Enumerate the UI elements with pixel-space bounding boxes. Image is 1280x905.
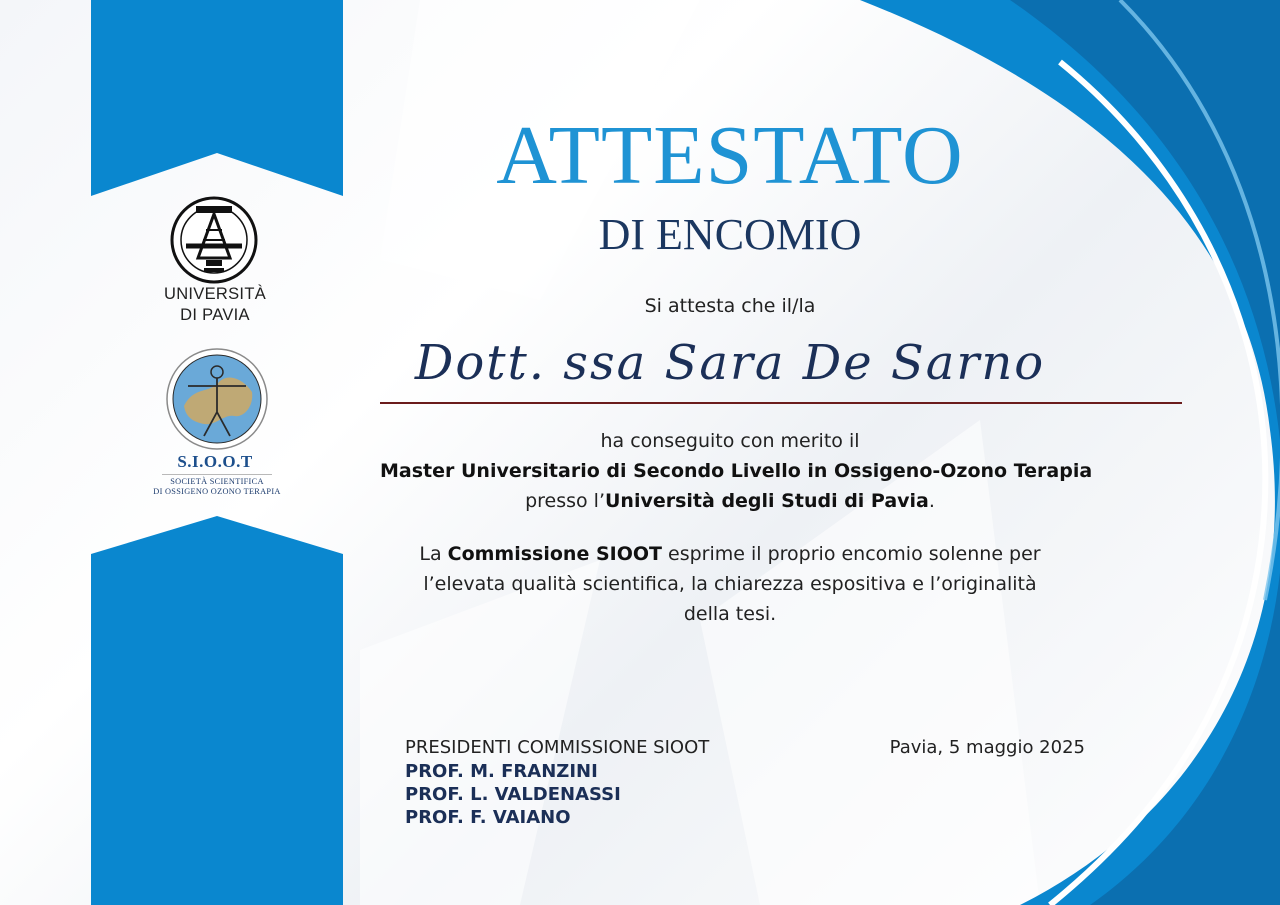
master-title [380,456,1093,486]
commendation-line2: l’elevata qualità scientifica, la chiarezza espositiva e l’originalità [423,573,1037,595]
sioot-subtitle [140,477,294,496]
university-name-line2: DI PAVIA [180,306,250,324]
university-seal-icon [168,194,260,286]
sioot-logo-icon [164,346,270,452]
commendation-paragraph [380,539,1080,629]
sioot-divider [162,474,272,475]
commendation-line1 [380,539,1080,569]
achievement-line1: ha conseguito con merito il [600,430,860,452]
certificate-intro: Si attesta che il/la [644,295,816,317]
commendation-line3: della tesi. [683,603,777,625]
commission-name: Commissione SIOOT [447,543,662,565]
president-name: PROF. L. VALDENASSI [405,784,621,805]
university-name [150,284,280,326]
certificate-title: ATTESTATO [496,109,964,202]
certificate-subtitle: DI ENCOMIO [598,210,862,259]
recipient-name: Dott. ssa Sara De Sarno [414,335,1046,391]
master-title-text: Master Universitario di Secondo Livello in Ossigeno-Ozono Terapia [380,460,1093,482]
commendation-prefix: La [419,543,448,565]
achievement-line3-suffix: . [928,490,935,512]
sioot-subtitle-line2: DI OSSIGENO OZONO TERAPIA [153,486,281,496]
achievement-line3-prefix: presso l’ [525,490,605,512]
presidents-block [405,736,825,829]
recipient-underline [380,402,1182,404]
achievement-paragraph [380,426,1093,516]
university-name-line1: UNIVERSITÀ [163,285,267,303]
sioot-subtitle-line1: SOCIETÀ SCIENTIFICA [170,477,264,486]
sioot-name: S.I.O.O.T [177,452,253,471]
president-name: PROF. M. FRANZINI [405,761,598,782]
presidents-label: PRESIDENTI COMMISSIONE SIOOT [405,737,710,758]
commendation-line1-rest: esprime il proprio encomio solenne per [661,543,1041,565]
university-full-name: Università degli Studi di Pavia [605,490,929,512]
achievement-line3 [380,486,1080,516]
president-name: PROF. F. VAIANO [405,807,571,828]
place-date: Pavia, 5 maggio 2025 [889,737,1085,758]
